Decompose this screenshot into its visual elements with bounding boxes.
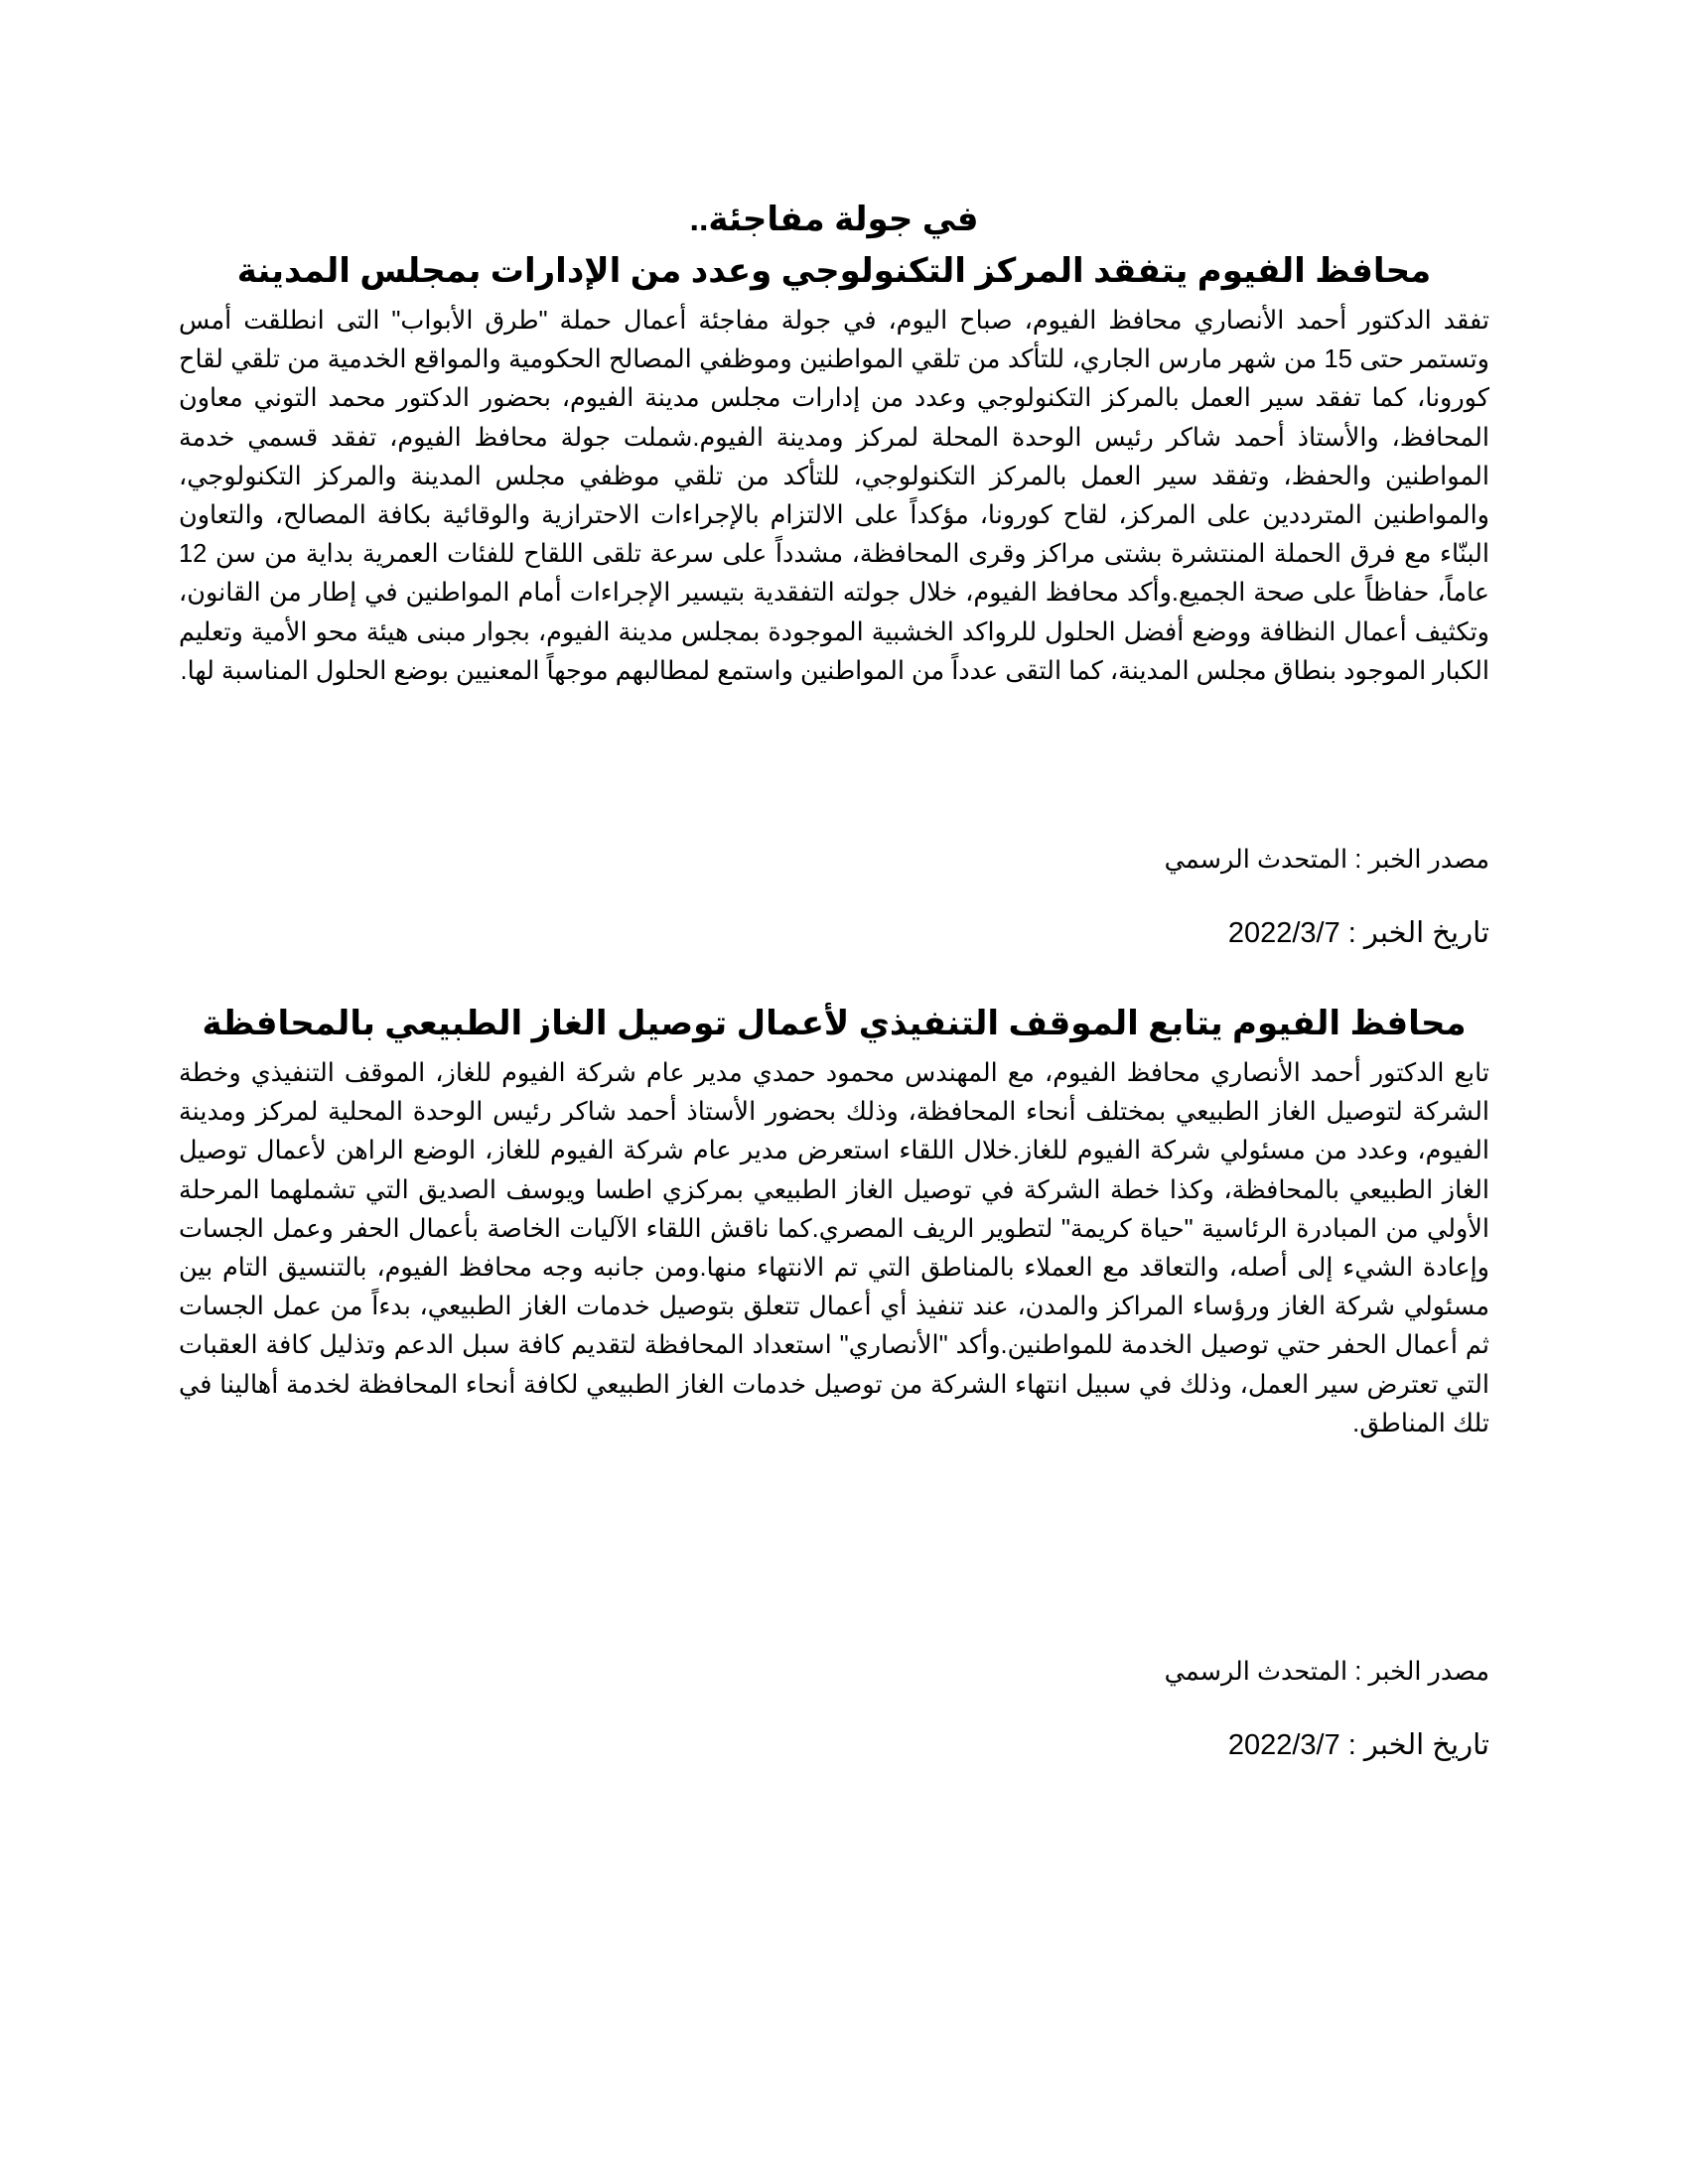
article-2-body: تابع الدكتور أحمد الأنصاري محافظ الفيوم، مع المهندس محمود حمدي مدير عام شركة الفيوم للغاز، الموقف التنفيذي وخطة الشركة لتوصيل الغاز الطبيعي بمختلف أنحاء المحافظة، وذلك بحضور الأستاذ أحمد شاكر رئيس الوحدة المحلية لمركز ومدينة الفيوم، وعدد من مسئولي شركة الفيوم للغاز.خلال اللقاء استعرض مدير عام شركة الفيوم للغاز، الوضع الراهن لأعمال توصيل الغاز الطبيعي بالمحافظة، وكذا خطة الشركة في توصيل الغاز الطبيعي بمركزي اطسا ويوسف الصديق التي تشملهما المرحلة الأولي من المبادرة الرئاسية "حياة كريمة" لتطوير الريف المصري.كما ناقش اللقاء الآليات الخاصة بأعمال الحفر وعمل الجسات وإعادة الشيء إلى أصله، والتعاقد مع العملاء بالمناطق التي تم الانتهاء منها.ومن جانبه وجه محافظ الفيوم، بالتنسيق التام بين مسئولي شركة الغاز ورؤساء المراكز والمدن، عند تنفيذ أي أعمال تتعلق بتوصيل خدمات الغاز الطبيعي، بدءاً من عمل الجسات ثم أعمال الحفر حتي توصيل الخدمة للمواطنين.وأكد "الأنصاري" استعداد المحافظة لتقديم كافة سبل الدعم وتذليل كافة العقبات التي تعترض سير العمل، وذلك في سبيل انتهاء الشركة من توصيل خدمات الغاز الطبيعي لكافة أنحاء المحافظة لخدمة أهالينا في تلك المناطق.: [179, 1059, 1489, 1437]
article-1-date: تاريخ الخبر : 2022/3/7: [1227, 917, 1489, 949]
article-1-headline: محافظ الفيوم يتفقد المركز التكنولوجي وعدد من الإدارات بمجلس المدينة: [236, 252, 1432, 290]
article-2-source: مصدر الخبر : المتحدث الرسمي: [1164, 1658, 1489, 1686]
article-1-kicker: في جولة مفاجئة..: [689, 201, 979, 238]
article-2-date: تاريخ الخبر : 2022/3/7: [1227, 1729, 1489, 1761]
document-page: [179, 0, 1489, 2184]
article-1-body: تفقد الدكتور أحمد الأنصاري محافظ الفيوم، صباح اليوم، في جولة مفاجئة أعمال حملة "طرق الأبواب" التى انطلقت أمس وتستمر حتى 15 من شهر مارس الجاري، للتأكد من تلقي المواطنين وموظفي المصالح الحكومية والمواقع الخدمية من تلقي لقاح كورونا، كما تفقد سير العمل بالمركز التكنولوجي وعدد من إدارات مجلس مدينة الفيوم، بحضور الدكتور محمد التوني معاون المحافظ، والأستاذ أحمد شاكر رئيس الوحدة المحلة لمركز ومدينة الفيوم.شملت جولة محافظ الفيوم، تفقد قسمي خدمة المواطنين والحفظ، وتفقد سير العمل بالمركز التكنولوجي، للتأكد من تلقي موظفي مجلس المدينة والمركز التكنولوجي، والمواطنين المترددين على المركز، لقاح كورونا، مؤكداً على الالتزام بالإجراءات الاحترازية والوقائية بكافة المصالح، والتعاون البنّاء مع فرق الحملة المنتشرة بشتى مراكز وقرى المحافظة، مشدداً على سرعة تلقى اللقاح للفئات العمرية بداية من سن 12 عاماً، حفاظاً على صحة الجميع.وأكد محافظ الفيوم، خلال جولته التفقدية بتيسير الإجراءات أمام المواطنين في إطار من القانون، وتكثيف أعمال النظافة ووضع أفضل الحلول للرواكد الخشبية الموجودة بمجلس مدينة الفيوم، بجوار مبنى هيئة محو الأمية وتعليم الكبار الموجود بنطاق مجلس المدينة، كما التقى عدداً من المواطنين واستمع لمطالبهم موجهاً المعنيين بوضع الحلول المناسبة لها.: [179, 307, 1489, 685]
article-2-headline: محافظ الفيوم يتابع الموقف التنفيذي لأعمال توصيل الغاز الطبيعي بالمحافظة: [202, 1005, 1467, 1042]
article-1-source: مصدر الخبر : المتحدث الرسمي: [1164, 846, 1489, 874]
